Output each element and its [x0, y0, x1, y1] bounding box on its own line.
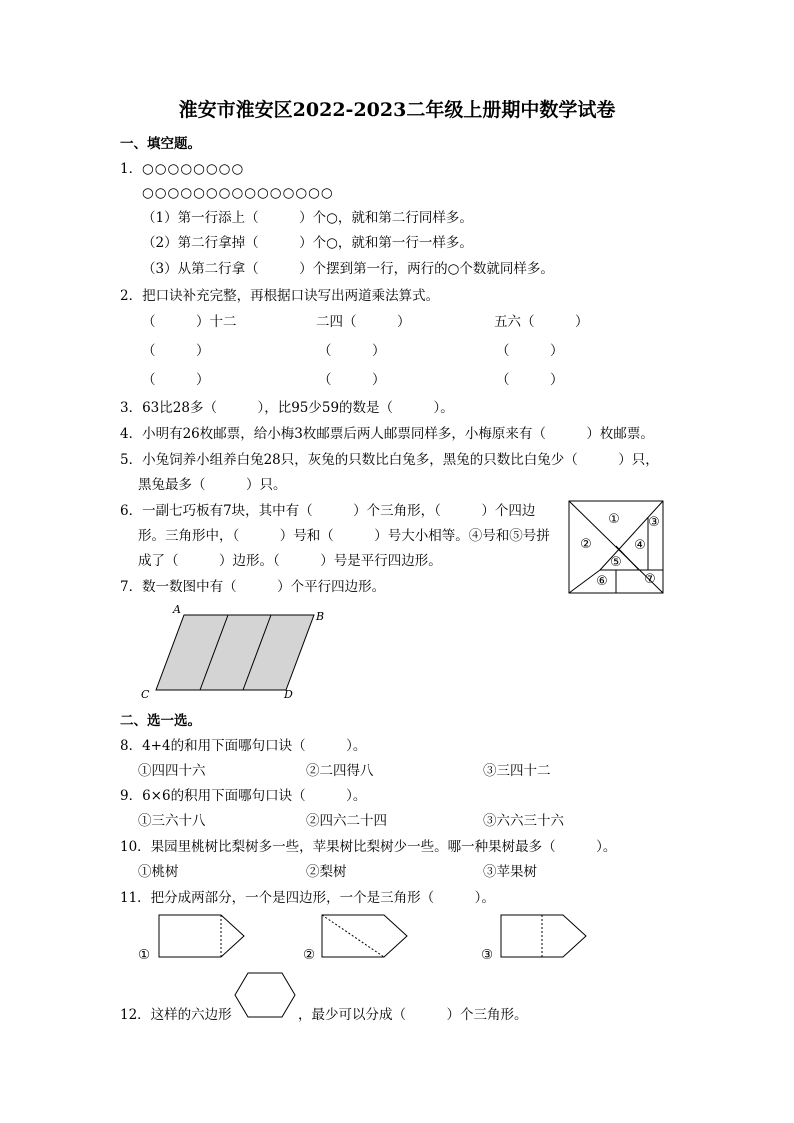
question-1-part-3: （3）从第二行拿（ ）个摆到第一行，两行的○个数就同样多。 — [142, 261, 554, 277]
question-6-line-2: 形。三角形中，（ ）号和（ ）号大小相等。④号和⑤号拼 — [138, 528, 550, 544]
q9-option-1[interactable]: ①三六十八 — [138, 813, 206, 829]
vertex-a: A — [173, 603, 181, 616]
q2-blank: 二四（ ） — [316, 314, 411, 330]
q8-option-3[interactable]: ③三四十二 — [483, 763, 551, 779]
q10-option-3[interactable]: ③苹果树 — [483, 864, 537, 880]
hexagon-icon — [234, 972, 296, 1018]
pentagon-option-3 — [500, 914, 590, 958]
q2-blank: （ ）十二 — [142, 314, 237, 330]
vertex-c: C — [141, 688, 150, 701]
question-2: 2．把口诀补充完整，再根据口诀写出两道乘法算式。 — [120, 288, 440, 304]
q2-blank: （ ） — [318, 343, 386, 359]
question-6-line-3: 成了（ ）边形。（ ）号是平行四边形。 — [138, 553, 442, 569]
question-11: 11．把分成两部分，一个是四边形，一个是三角形（ ）。 — [120, 890, 495, 906]
pentagon-option-2 — [321, 914, 411, 958]
tangram-piece-4: ④ — [634, 538, 646, 553]
circle-row-1: ○○○○○○○○ — [142, 161, 245, 177]
q9-option-2[interactable]: ②四六二十四 — [306, 813, 387, 829]
q9-option-3[interactable]: ③六六三十六 — [483, 813, 564, 829]
q2-blank: （ ） — [142, 372, 210, 388]
question-9: 9．6×6的积用下面哪句口诀（ ）。 — [120, 788, 367, 804]
question-3: 3．63比28多（ ），比95少59的数是（ ）。 — [120, 400, 454, 416]
question-1-label: 1． — [120, 161, 143, 177]
tangram-piece-1: ① — [608, 512, 620, 527]
q11-option-2[interactable]: ② — [303, 947, 316, 963]
question-8: 8．4+4的和用下面哪句口诀（ ）。 — [120, 738, 367, 754]
question-1-part-1: （1）第一行添上（ ）个○，就和第二行同样多。 — [142, 210, 473, 226]
question-1-part-2: （2）第二行拿掉（ ）个○，就和第一行一样多。 — [142, 235, 473, 251]
pentagon-option-1 — [158, 914, 248, 958]
page-title: 淮安市淮安区2022-2023二年级上册期中数学试卷 — [178, 99, 616, 121]
tangram-piece-5: ⑤ — [610, 555, 622, 570]
question-6-line-1: 6．一副七巧板有7块，其中有（ ）个三角形，（ ）个四边 — [120, 503, 536, 519]
question-5-line-1: 5．小兔饲养小组养白兔28只，灰兔的只数比白兔多，黑兔的只数比白兔少（ ）只， — [120, 452, 659, 468]
q8-option-1[interactable]: ①四四十六 — [138, 763, 206, 779]
q2-blank: 五六（ ） — [494, 314, 589, 330]
question-7: 7．数一数图中有（ ）个平行四边形。 — [120, 579, 386, 595]
q11-option-3[interactable]: ③ — [481, 947, 494, 963]
question-5-line-2: 黑兔最多（ ）只。 — [138, 477, 287, 493]
question-4: 4．小明有26枚邮票，给小梅3枚邮票后两人邮票同样多，小梅原来有（ ）枚邮票。 — [120, 426, 654, 442]
q11-option-1[interactable]: ① — [138, 947, 151, 963]
section-choice: 二、选一选。 — [120, 713, 201, 729]
question-12-before: 12．这样的六边形 — [120, 1007, 232, 1023]
tangram-figure — [568, 500, 664, 594]
tangram-piece-7: ⑦ — [644, 572, 656, 587]
q10-option-2[interactable]: ②梨树 — [306, 864, 347, 880]
q2-blank: （ ） — [318, 372, 386, 388]
q2-blank: （ ） — [142, 343, 210, 359]
question-10: 10．果园里桃树比梨树多一些，苹果树比梨树少一些。哪一种果树最多（ ）。 — [120, 839, 617, 855]
q2-blank: （ ） — [496, 343, 564, 359]
vertex-b: B — [316, 610, 325, 623]
question-12-after: ，最少可以分成（ ）个三角形。 — [298, 1007, 528, 1023]
tangram-piece-2: ② — [580, 537, 592, 552]
tangram-piece-6: ⑥ — [596, 574, 608, 589]
circle-row-2: ○○○○○○○○○○○○○○○ — [142, 185, 334, 201]
vertex-d: D — [284, 688, 293, 701]
q10-option-1[interactable]: ①桃树 — [138, 864, 179, 880]
q8-option-2[interactable]: ②二四得八 — [306, 763, 374, 779]
parallelogram-figure — [138, 602, 338, 702]
tangram-piece-3: ③ — [648, 515, 660, 530]
q2-blank: （ ） — [496, 372, 564, 388]
section-fill-blank: 一、填空题。 — [120, 136, 201, 152]
